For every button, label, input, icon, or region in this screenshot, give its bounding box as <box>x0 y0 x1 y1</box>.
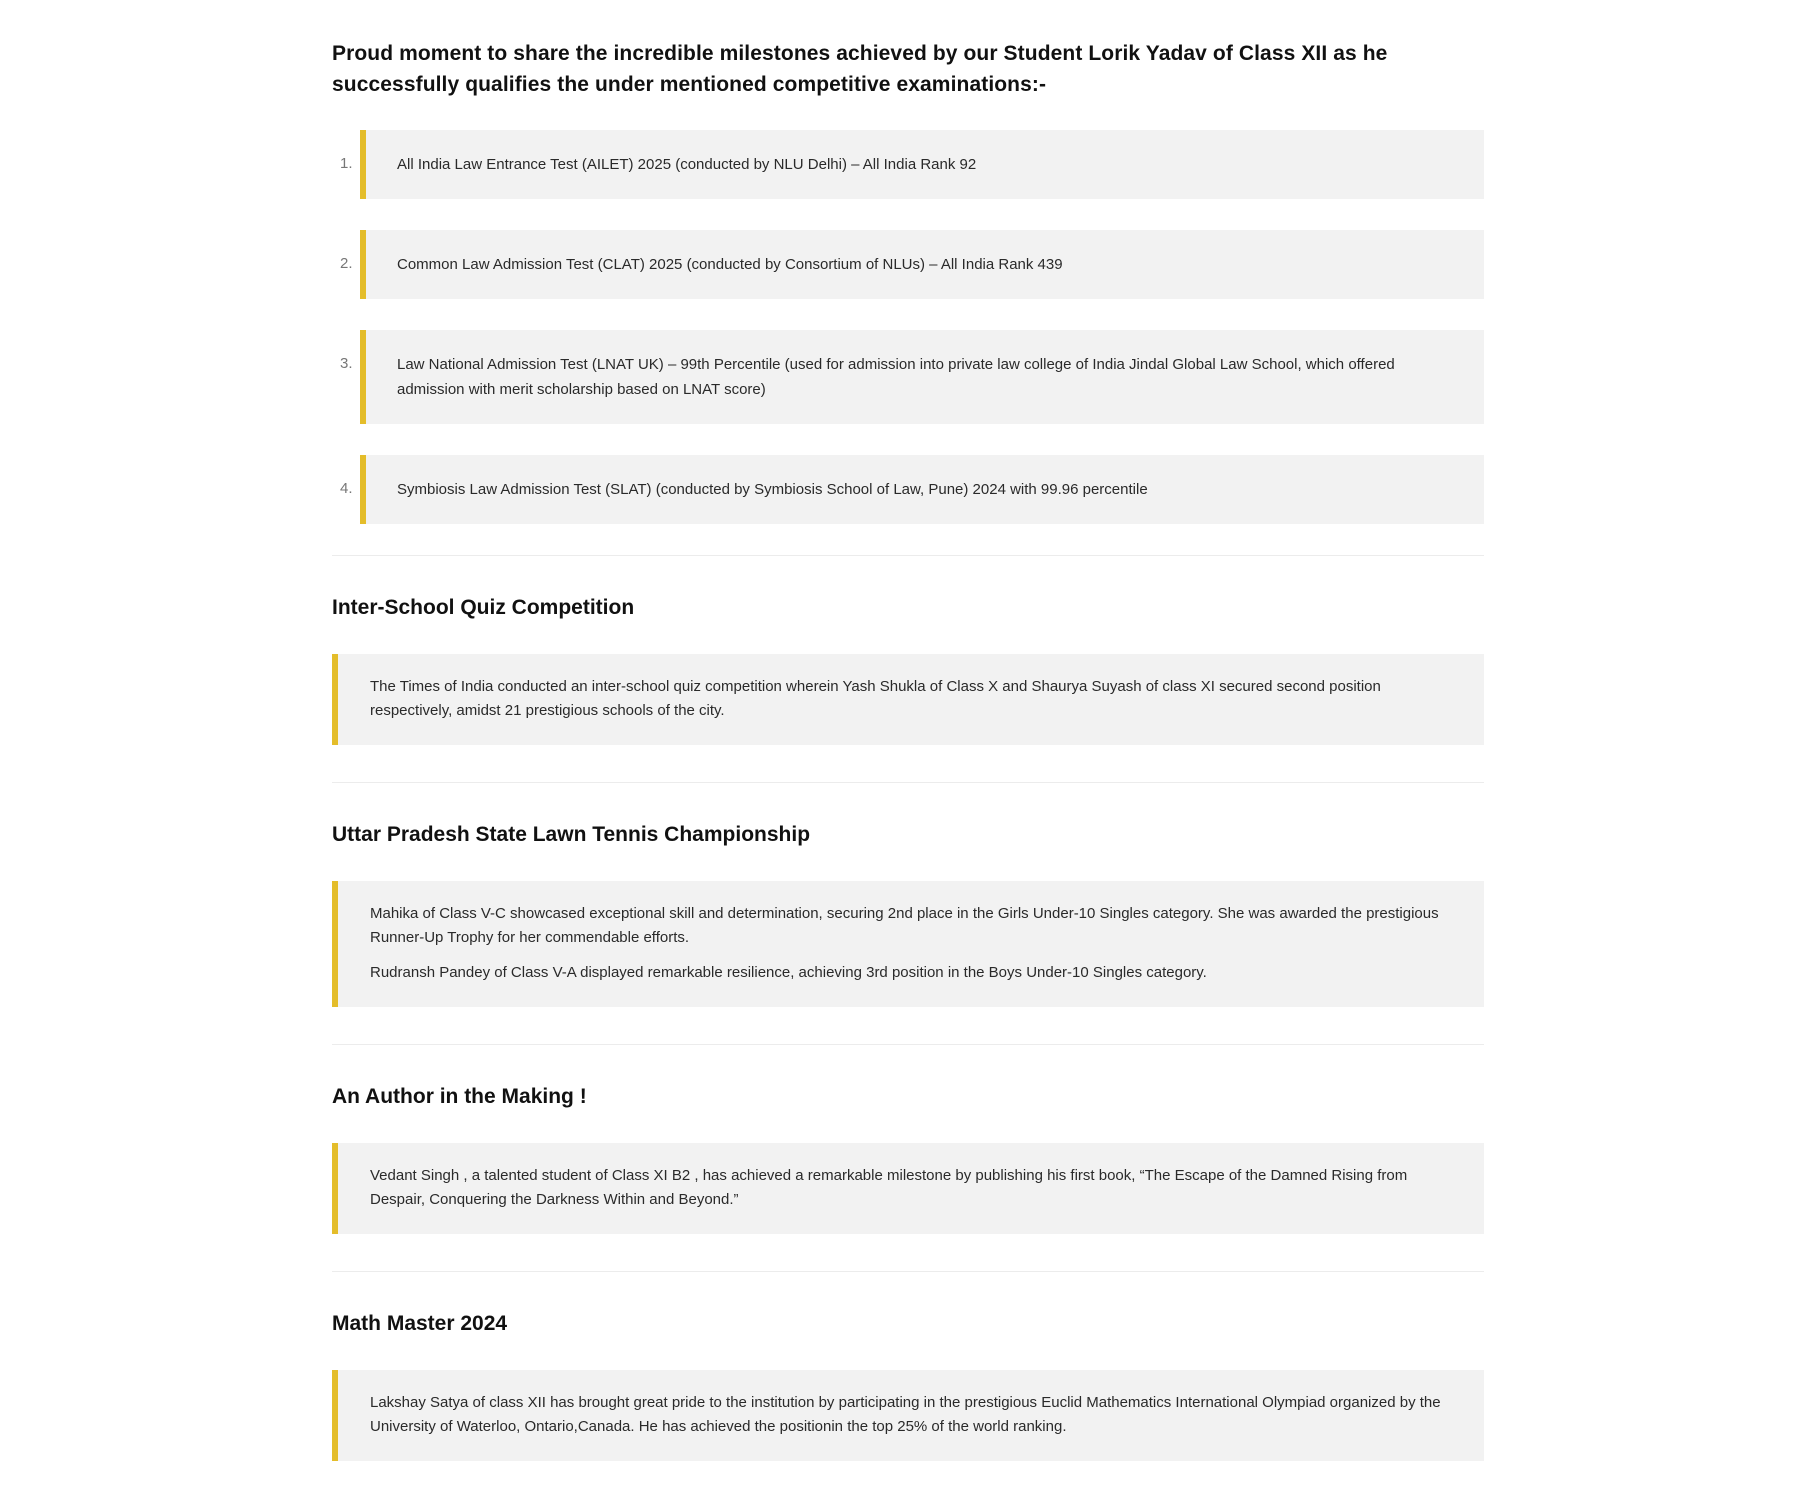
section-quiz <box>332 594 1484 745</box>
section-divider <box>332 1271 1484 1272</box>
milestone-item <box>340 130 1484 199</box>
milestone-item <box>340 330 1484 424</box>
milestone-text: Common Law Admission Test (CLAT) 2025 (conducted by Consortium of NLUs) – All India Rank 439 <box>360 230 1484 299</box>
achievements-content <box>332 0 1484 1498</box>
section-math <box>332 1310 1484 1461</box>
section-content <box>332 1370 1484 1461</box>
section-content <box>332 1143 1484 1234</box>
section-content <box>332 654 1484 745</box>
section-paragraph: Lakshay Satya of class XII has brought great pride to the institution by participating in the prestigious Euclid Mathematics International Olympiad organized by the University of Waterloo, Ontario,Canada. He has achieved the positionin the top 25% of the world ranking. <box>370 1394 1441 1435</box>
section-divider <box>332 555 1484 556</box>
section-paragraph: Rudransh Pandey of Class V-A displayed remarkable resilience, achieving 3rd position in the Boys Under-10 Singles category. <box>370 964 1207 981</box>
milestone-item <box>340 230 1484 299</box>
milestone-text: All India Law Entrance Test (AILET) 2025 (conducted by NLU Delhi) – All India Rank 92 <box>360 130 1484 199</box>
section-title: Uttar Pradesh State Lawn Tennis Championship <box>332 823 811 846</box>
milestone-number: 1. <box>340 155 353 172</box>
section-paragraph: Vedant Singh , a talented student of Class XI B2 , has achieved a remarkable milestone by publishing his first book, “The Escape of the Damned Rising from Despair, Conquering the Darkness Within and Beyond.” <box>370 1167 1408 1208</box>
section-paragraph: The Times of India conducted an inter-school quiz competition wherein Yash Shukla of Class X and Shaurya Suyash of class XI secured second position respectively, amidst 21 prestigious schools of the city. <box>370 678 1381 719</box>
milestones-list <box>332 130 1484 524</box>
milestone-item <box>340 455 1484 524</box>
milestone-number: 4. <box>340 480 353 497</box>
milestone-text: Law National Admission Test (LNAT UK) – 99th Percentile (used for admission into private law college of India Jindal Global Law School, which offered admission with merit scholarship based on LNAT score) <box>360 330 1484 424</box>
milestone-number: 2. <box>340 255 353 272</box>
milestone-number: 3. <box>340 355 353 372</box>
section-divider <box>332 782 1484 783</box>
section-paragraph: Mahika of Class V-C showcased exceptional skill and determination, securing 2nd place in the Girls Under-10 Singles category. She was awarded the prestigious Runner-Up Trophy for her commendable efforts. <box>370 905 1439 946</box>
intro-heading: Proud moment to share the incredible milestones achieved by our Student Lorik Yadav of Class XII as he successfully qualifies the under mentioned competitive examinations:- <box>332 42 1388 96</box>
section-title: Math Master 2024 <box>332 1312 508 1335</box>
section-author <box>332 1083 1484 1234</box>
section-title: Inter-School Quiz Competition <box>332 596 635 619</box>
section-title: An Author in the Making ! <box>332 1085 587 1108</box>
section-content <box>332 881 1484 1007</box>
section-tennis <box>332 821 1484 1007</box>
milestone-text: Symbiosis Law Admission Test (SLAT) (conducted by Symbiosis School of Law, Pune) 2024 with 99.96 percentile <box>360 455 1484 524</box>
section-divider <box>332 1044 1484 1045</box>
